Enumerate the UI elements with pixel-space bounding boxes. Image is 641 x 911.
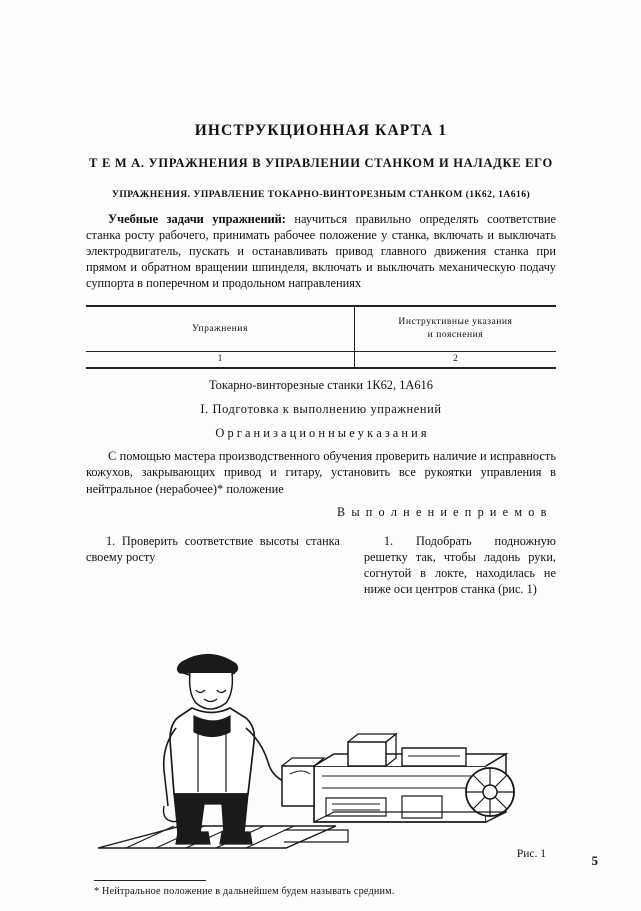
table-row — [86, 534, 556, 598]
footnote-text: * Нейтральное положение в дальнейшем будем называть средним. — [94, 885, 395, 897]
organizational-heading: О р г а н и з а ц и о н н ы е у к а з а н и я — [215, 426, 427, 441]
column-number-1: 1 — [217, 354, 223, 365]
section-heading: I. Подготовка к выполнению упражнений — [200, 402, 442, 417]
page-content — [86, 122, 556, 897]
figure-1 — [86, 616, 556, 866]
subtheme-heading: УПРАЖНЕНИЯ. УПРАВЛЕНИЕ ТОКАРНО-ВИНТОРЕЗНЫМ СТАНКОМ (1К62, 1А616) — [111, 189, 531, 200]
page-number: 5 — [591, 853, 598, 868]
table-column-numbers — [86, 351, 556, 369]
table-header-instructions-line1: Инструктивные указания — [398, 316, 513, 328]
table-header-row — [86, 305, 556, 351]
footnote-divider — [94, 880, 206, 881]
column-number-2: 2 — [354, 352, 556, 367]
page-title: ИНСТРУКЦИОННАЯ КАРТА 1 — [194, 122, 448, 139]
table-header-exercises: Упражнения — [192, 322, 248, 334]
machines-line: Токарно-винторезные станки 1К62, 1А616 — [209, 378, 433, 393]
instruction-cell — [354, 534, 556, 598]
table-header-instructions-line2: и пояснения — [427, 329, 484, 341]
execution-heading: В ы п о л н е н и е п р и е м о в — [336, 504, 548, 519]
exercise-cell — [86, 534, 354, 598]
intro-label: Учебные задачи упражнений: — [108, 212, 286, 226]
lathe-worker-illustration — [86, 616, 556, 866]
intro-paragraph — [86, 212, 556, 291]
intro-text: научиться правильно определять соответствие станка росту рабочего, принимать рабочее положение у станка, включать и выключать электродвигатель, пускать и останавливать привод главного движения станка при прямом и обратном вращении шпинделя, включать и выключать механическую подачу суппорта в поперечном и продольном направлениях — [86, 212, 557, 290]
table-header-instructions — [354, 307, 556, 351]
organizational-text: С помощью мастера производственного обучения проверить наличие и исправность кожухов, закрывающих привод и гитару, установить все рукоятки управления в нейтральное (нерабочее)* положение — [86, 449, 556, 496]
theme-heading: Т Е М А. УПРАЖНЕНИЯ В УПРАВЛЕНИИ СТАНКОМ И НАЛАДКЕ ЕГО — [89, 156, 553, 170]
instruction-1-text: 1. Подобрать подножную решетку так, чтобы ладонь руки, согнутой в локте, находилась не ниже оси центров станка (рис. 1) — [363, 533, 556, 596]
exercise-1-text: 1. Проверить соответствие высоты станка своему росту — [86, 533, 340, 564]
figure-caption: Рис. 1 — [516, 847, 546, 860]
